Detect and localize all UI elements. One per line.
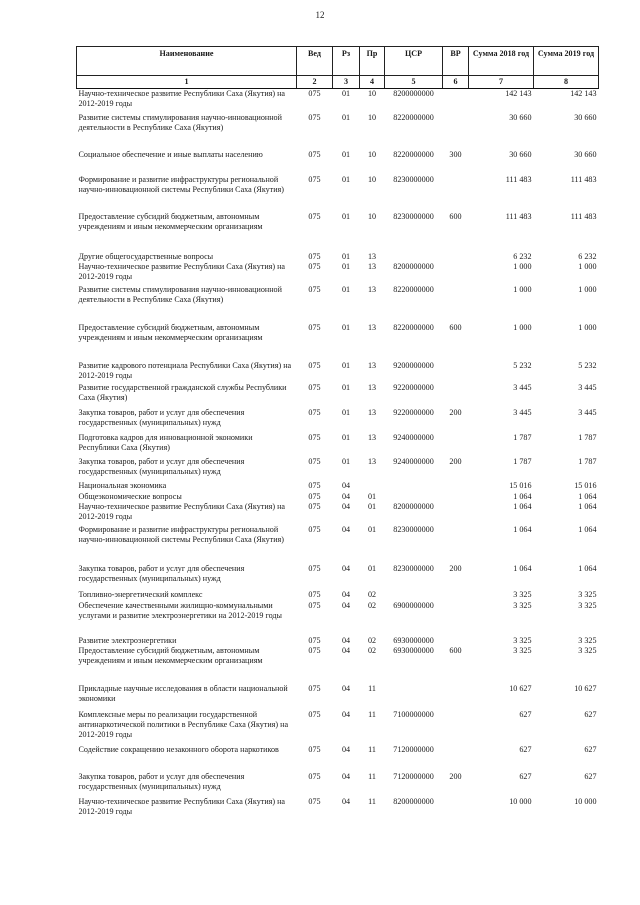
row-csr: 8230000000 <box>393 211 434 221</box>
row-pr: 02 <box>367 600 377 610</box>
column-number: 3 <box>333 76 360 89</box>
row-pr: 13 <box>367 382 377 392</box>
table-row <box>77 408 599 433</box>
row-vr <box>443 745 469 772</box>
row-pr: 11 <box>368 771 376 781</box>
row-csr: 8220000000 <box>393 149 434 159</box>
row-vr <box>443 89 469 113</box>
table-row <box>77 745 599 772</box>
row-rz: 01 <box>341 251 351 261</box>
row-sum-2018: 1 000 <box>513 322 532 332</box>
row-ved: 075 <box>308 89 321 98</box>
row-pr: 02 <box>367 635 377 645</box>
row-pr: 01 <box>367 501 377 511</box>
row-sum-2018: 3 325 <box>513 645 532 655</box>
table-row <box>77 564 599 590</box>
row-ved: 075 <box>308 796 321 806</box>
row-rz: 04 <box>341 524 351 534</box>
row-ved: 075 <box>308 589 321 599</box>
row-sum-2018: 1 000 <box>513 284 532 294</box>
row-name: Общеэкономические вопросы <box>78 491 182 501</box>
row-vr <box>443 383 469 408</box>
table-row <box>77 481 599 492</box>
row-pr <box>360 481 385 492</box>
row-pr: 02 <box>367 645 377 655</box>
table-row <box>77 175 599 212</box>
row-ved: 075 <box>308 683 321 693</box>
row-sum-2019: 5 232 <box>578 360 597 370</box>
row-name: Предоставление субсидий бюджетным, автономным учреждениям и иным некоммерческим организациям <box>78 645 263 665</box>
table-row <box>77 113 599 150</box>
row-sum-2019: 1 787 <box>578 432 597 442</box>
row-sum-2019: 627 <box>584 709 597 719</box>
row-ved: 075 <box>308 360 321 370</box>
table-row <box>77 150 599 175</box>
row-name: Развитие электроэнергетики <box>78 635 177 645</box>
row-csr: 8200000000 <box>393 501 434 511</box>
row-vr <box>443 175 469 212</box>
row-ved: 075 <box>308 284 321 294</box>
row-sum-2019: 3 325 <box>578 635 597 645</box>
row-pr: 11 <box>368 744 376 754</box>
row-name: Другие общегосударственные вопросы <box>78 251 214 261</box>
row-rz: 01 <box>341 322 351 332</box>
row-sum-2019: 3 325 <box>578 645 597 655</box>
row-ved: 075 <box>308 744 321 754</box>
row-pr: 10 <box>367 149 377 159</box>
table-row <box>77 457 599 481</box>
row-sum-2018: 10 627 <box>509 683 532 693</box>
row-pr: 01 <box>367 524 377 534</box>
row-sum-2018: 627 <box>519 709 532 719</box>
column-number: 7 <box>469 76 534 89</box>
table-row <box>77 492 599 502</box>
row-rz: 04 <box>341 744 351 754</box>
header-name: Наименование <box>77 47 297 76</box>
row-sum-2018: 627 <box>519 771 532 781</box>
table-row <box>77 684 599 710</box>
row-pr: 10 <box>367 211 377 221</box>
row-sum-2019: 1 000 <box>578 284 597 294</box>
row-vr <box>443 525 469 564</box>
row-vr: 600 <box>449 211 462 221</box>
row-csr <box>385 252 443 262</box>
row-sum-2019: 3 445 <box>578 407 597 417</box>
row-sum-2018: 3 325 <box>513 600 532 610</box>
row-vr <box>443 262 469 285</box>
row-vr: 200 <box>449 563 462 573</box>
row-ved: 075 <box>308 600 321 610</box>
row-csr <box>385 492 443 502</box>
row-vr <box>443 285 469 323</box>
row-sum-2019: 3 325 <box>578 600 597 610</box>
row-pr: 01 <box>367 491 377 501</box>
row-rz: 01 <box>341 407 351 417</box>
row-ved: 075 <box>308 211 321 221</box>
row-sum-2018: 111 483 <box>505 174 532 184</box>
row-csr: 8200000000 <box>393 261 434 271</box>
row-name: Развитие кадрового потенциала Республики Саха (Якутия) на 2012-2019 годы <box>78 360 292 380</box>
row-sum-2018: 3 445 <box>513 407 532 417</box>
row-vr <box>443 492 469 502</box>
row-ved: 075 <box>308 261 321 271</box>
row-name: Комплексные меры по реализации государственной антинаркотической политики в Республике Саха (Якутия) на 2012-2019 годы <box>78 709 289 739</box>
table-row <box>77 646 599 684</box>
row-name: Прикладные научные исследования в области национальной экономики <box>78 683 288 703</box>
row-csr: 8220000000 <box>393 322 434 332</box>
header-numbers-row <box>77 76 599 89</box>
row-name: Научно-техническое развитие Республики Саха (Якутия) на 2012-2019 годы <box>78 501 286 521</box>
row-csr: 9240000000 <box>393 456 434 466</box>
row-ved: 075 <box>308 174 321 184</box>
row-sum-2019: 627 <box>584 744 597 754</box>
row-name: Закупка товаров, работ и услуг для обеспечения государственных (муниципальных) нужд <box>78 563 245 583</box>
row-sum-2019: 1 064 <box>578 491 597 501</box>
row-name: Подготовка кадров для инновационной экономики Республики Саха (Якутия) <box>78 432 253 452</box>
row-vr: 200 <box>449 407 462 417</box>
row-pr: 02 <box>367 589 377 599</box>
row-ved: 075 <box>308 491 321 501</box>
row-name: Формирование и развитие инфраструктуры региональной научно-инновационной системы Республики Саха (Якутия) <box>78 524 284 544</box>
row-name: Развитие системы стимулирования научно-инновационной деятельности в Республике Саха (Якутия) <box>78 284 282 304</box>
row-rz: 04 <box>341 501 351 511</box>
row-sum-2018: 1 064 <box>513 563 532 573</box>
row-name: Закупка товаров, работ и услуг для обеспечения государственных (муниципальных) нужд <box>78 407 245 427</box>
row-vr <box>443 684 469 710</box>
table-row <box>77 89 599 113</box>
row-sum-2018: 5 232 <box>513 360 532 370</box>
row-sum-2019: 1 000 <box>578 261 597 271</box>
row-rz: 04 <box>341 635 351 645</box>
row-vr <box>443 502 469 525</box>
row-pr: 11 <box>368 683 376 693</box>
row-pr: 13 <box>367 284 377 294</box>
header-rz: Рз <box>333 47 360 76</box>
row-ved: 075 <box>308 322 321 332</box>
row-vr <box>443 710 469 745</box>
row-pr: 11 <box>368 709 376 719</box>
header-sum-2018: Сумма 2018 год <box>469 47 534 76</box>
row-ved: 075 <box>308 645 321 655</box>
row-sum-2018: 1 064 <box>513 491 532 501</box>
row-ved: 075 <box>308 456 321 466</box>
row-vr <box>443 361 469 383</box>
row-ved: 075 <box>308 563 321 573</box>
row-sum-2018: 1 064 <box>513 524 532 534</box>
row-sum-2019: 1 000 <box>578 322 597 332</box>
row-rz: 04 <box>341 563 351 573</box>
row-pr: 11 <box>368 796 376 806</box>
row-rz: 01 <box>341 382 351 392</box>
row-name: Обеспечение качественными жилищно-коммунальными услугами и развитие электроэнергетики на 2012-2019 годы <box>78 600 282 620</box>
row-sum-2019: 15 016 <box>574 480 597 490</box>
row-name: Научно-техническое развитие Республики Саха (Якутия) на 2012-2019 годы <box>78 261 286 281</box>
row-ved: 075 <box>308 501 321 511</box>
row-csr: 7120000000 <box>393 744 434 754</box>
table-row <box>77 361 599 383</box>
row-sum-2018: 30 660 <box>509 112 532 122</box>
row-sum-2019: 1 787 <box>578 456 597 466</box>
row-name: Социальное обеспечение и иные выплаты населению <box>78 149 263 159</box>
row-sum-2019: 30 660 <box>574 149 597 159</box>
row-ved: 075 <box>308 771 321 781</box>
table-header <box>77 47 599 89</box>
header-csr: ЦСР <box>385 47 443 76</box>
row-sum-2018: 142 143 <box>505 89 532 98</box>
row-csr <box>385 590 443 601</box>
row-rz: 04 <box>341 600 351 610</box>
column-number: 1 <box>77 76 297 89</box>
row-rz: 01 <box>341 89 351 98</box>
row-vr <box>443 797 469 817</box>
row-name: Развитие государственной гражданской службы Республики Саха (Якутия) <box>78 382 287 402</box>
table-row <box>77 252 599 262</box>
row-vr: 200 <box>449 456 462 466</box>
column-number: 4 <box>360 76 385 89</box>
budget-table <box>76 46 599 817</box>
row-sum-2019: 1 064 <box>578 501 597 511</box>
row-pr: 13 <box>367 261 377 271</box>
row-ved: 075 <box>308 149 321 159</box>
table-row <box>77 383 599 408</box>
table-body <box>77 89 599 817</box>
row-vr <box>443 113 469 150</box>
table-row <box>77 590 599 601</box>
table-row <box>77 636 599 646</box>
row-pr: 01 <box>367 563 377 573</box>
row-pr: 13 <box>367 360 377 370</box>
row-ved: 075 <box>308 432 321 442</box>
row-sum-2019: 3 325 <box>578 589 597 599</box>
row-csr <box>385 481 443 492</box>
table-row <box>77 797 599 817</box>
row-vr <box>443 636 469 646</box>
row-name: Научно-техническое развитие Республики Саха (Якутия) на 2012-2019 годы <box>78 796 286 816</box>
row-sum-2018: 3 325 <box>513 635 532 645</box>
row-rz: 01 <box>341 284 351 294</box>
row-csr: 8230000000 <box>393 174 434 184</box>
row-sum-2019: 111 483 <box>570 211 597 221</box>
row-name: Предоставление субсидий бюджетным, автономным учреждениям и иным некоммерческим организациям <box>78 322 263 342</box>
row-pr: 13 <box>367 432 377 442</box>
table-row <box>77 323 599 361</box>
row-csr: 6930000000 <box>393 635 434 645</box>
row-rz: 01 <box>341 432 351 442</box>
row-sum-2018: 3 445 <box>513 382 532 392</box>
row-csr: 7120000000 <box>393 771 434 781</box>
row-ved: 075 <box>308 112 321 122</box>
row-sum-2018: 3 325 <box>513 589 532 599</box>
row-rz: 04 <box>341 645 351 655</box>
header-vr: ВР <box>443 47 469 76</box>
row-sum-2019: 10 627 <box>574 683 597 693</box>
row-csr: 8230000000 <box>393 563 434 573</box>
row-vr <box>443 481 469 492</box>
row-ved: 075 <box>308 709 321 719</box>
table-row <box>77 285 599 323</box>
row-ved: 075 <box>308 635 321 645</box>
row-sum-2018: 1 000 <box>513 261 532 271</box>
row-name: Топливно-энергетический комплекс <box>78 589 203 599</box>
row-sum-2018: 1 064 <box>513 501 532 511</box>
table-row <box>77 262 599 285</box>
row-name: Содействие сокращению незаконного оборота наркотиков <box>78 744 279 754</box>
row-rz: 04 <box>341 491 351 501</box>
row-csr: 9220000000 <box>393 382 434 392</box>
row-ved: 075 <box>308 480 321 490</box>
row-name: Научно-техническое развитие Республики Саха (Якутия) на 2012-2019 годы <box>78 89 286 108</box>
row-csr: 8220000000 <box>393 284 434 294</box>
row-sum-2018: 10 000 <box>509 796 532 806</box>
column-number: 2 <box>297 76 333 89</box>
row-ved: 075 <box>308 524 321 534</box>
row-pr: 10 <box>367 112 377 122</box>
row-name: Закупка товаров, работ и услуг для обеспечения государственных (муниципальных) нужд <box>78 456 245 476</box>
row-sum-2018: 6 232 <box>513 251 532 261</box>
row-csr: 8200000000 <box>393 796 434 806</box>
row-pr: 13 <box>367 322 377 332</box>
table-row <box>77 525 599 564</box>
row-rz: 01 <box>341 360 351 370</box>
column-number: 6 <box>443 76 469 89</box>
row-rz: 04 <box>341 480 351 490</box>
row-rz: 04 <box>341 709 351 719</box>
row-pr: 10 <box>367 174 377 184</box>
row-rz: 04 <box>341 771 351 781</box>
row-rz: 01 <box>341 211 351 221</box>
row-rz: 01 <box>341 261 351 271</box>
row-name: Национальная экономика <box>78 480 167 490</box>
row-sum-2018: 111 483 <box>505 211 532 221</box>
row-rz: 04 <box>341 796 351 806</box>
row-sum-2019: 142 143 <box>570 89 597 98</box>
row-vr <box>443 601 469 636</box>
row-pr: 13 <box>367 251 377 261</box>
row-name: Закупка товаров, работ и услуг для обеспечения государственных (муниципальных) нужд <box>78 771 245 791</box>
row-rz: 04 <box>341 589 351 599</box>
table-row <box>77 212 599 252</box>
row-sum-2018: 1 787 <box>513 456 532 466</box>
row-vr: 600 <box>449 322 462 332</box>
row-sum-2018: 15 016 <box>509 480 532 490</box>
row-sum-2019: 10 000 <box>574 796 597 806</box>
row-vr: 300 <box>449 149 462 159</box>
table-row <box>77 710 599 745</box>
row-pr: 13 <box>367 407 377 417</box>
row-pr: 13 <box>367 456 377 466</box>
row-sum-2019: 3 445 <box>578 382 597 392</box>
row-csr: 9240000000 <box>393 432 434 442</box>
table-row <box>77 601 599 636</box>
row-csr: 8230000000 <box>393 524 434 534</box>
header-pr: Пр <box>360 47 385 76</box>
row-sum-2018: 627 <box>519 744 532 754</box>
row-pr: 10 <box>367 89 377 98</box>
column-number: 5 <box>385 76 443 89</box>
row-csr: 7100000000 <box>393 709 434 719</box>
row-csr: 6900000000 <box>393 600 434 610</box>
row-csr: 6930000000 <box>393 645 434 655</box>
row-vr <box>443 252 469 262</box>
row-rz: 04 <box>341 683 351 693</box>
row-rz: 01 <box>341 174 351 184</box>
row-csr: 8200000000 <box>393 89 434 98</box>
column-number: 8 <box>534 76 599 89</box>
row-ved: 075 <box>308 407 321 417</box>
row-name: Развитие системы стимулирования научно-инновационной деятельности в Республике Саха (Якутия) <box>78 112 282 132</box>
row-vr: 600 <box>449 645 462 655</box>
row-csr: 8220000000 <box>393 112 434 122</box>
row-rz: 01 <box>341 112 351 122</box>
row-name: Формирование и развитие инфраструктуры региональной научно-инновационной системы Республики Саха (Якутия) <box>78 174 284 194</box>
header-sum-2019: Сумма 2019 год <box>534 47 599 76</box>
row-sum-2018: 1 787 <box>513 432 532 442</box>
row-name: Предоставление субсидий бюджетным, автономным учреждениям и иным некоммерческим организациям <box>78 211 263 231</box>
row-ved: 075 <box>308 251 321 261</box>
row-rz: 01 <box>341 456 351 466</box>
row-sum-2019: 1 064 <box>578 563 597 573</box>
row-sum-2019: 30 660 <box>574 112 597 122</box>
row-vr <box>443 433 469 457</box>
row-sum-2019: 627 <box>584 771 597 781</box>
table-row <box>77 772 599 797</box>
page-number: 12 <box>315 10 325 20</box>
table-row <box>77 502 599 525</box>
row-csr <box>385 684 443 710</box>
row-vr <box>443 590 469 601</box>
row-sum-2018: 30 660 <box>509 149 532 159</box>
header-ved: Вед <box>297 47 333 76</box>
table-row <box>77 433 599 457</box>
row-sum-2019: 6 232 <box>578 251 597 261</box>
row-csr: 9200000000 <box>393 360 434 370</box>
row-vr: 200 <box>449 771 462 781</box>
header-names-row <box>77 47 599 76</box>
row-sum-2019: 111 483 <box>570 174 597 184</box>
row-rz: 01 <box>341 149 351 159</box>
row-csr: 9220000000 <box>393 407 434 417</box>
row-ved: 075 <box>308 382 321 392</box>
row-sum-2019: 1 064 <box>578 524 597 534</box>
